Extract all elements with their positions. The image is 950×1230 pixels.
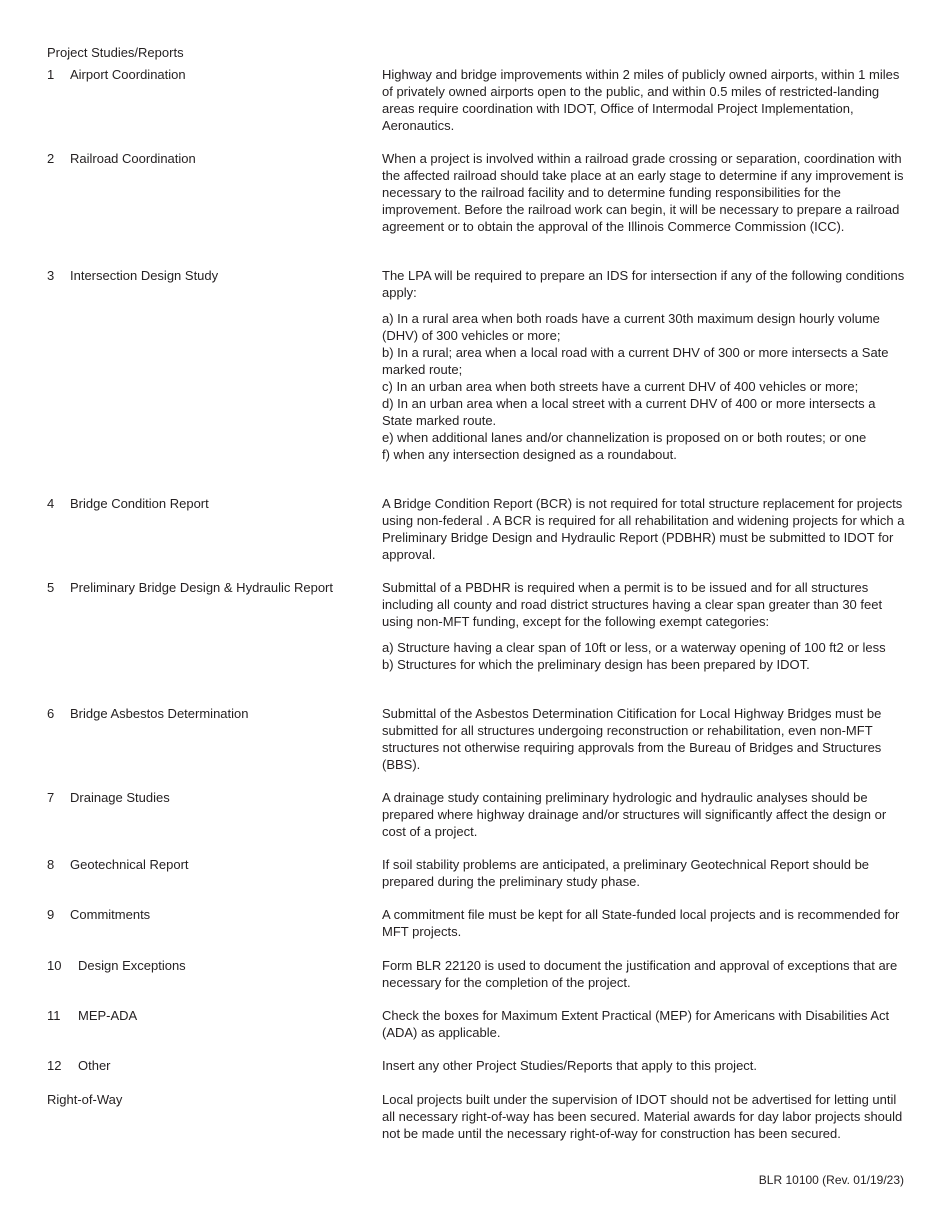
item-label: Bridge Condition Report xyxy=(70,496,209,511)
item-text: When a project is involved within a railroad grade crossing or separation, coordination with the affected railroad should take place at an early stage to determine if any improvement is necessary to the railroad facility and to determine funding responsibilities for the improvement. Before the railroad work can begin, it will be necessary to prepare a railroad agreement or to obtain the approval of the Illinois Commerce Commission (ICC). xyxy=(382,151,904,234)
item-text: A drainage study containing preliminary hydrologic and hydraulic analyses should be prepared where highway drainage and/or structures will significantly affect the design or cost of a project. xyxy=(382,790,887,839)
item-number: 4 xyxy=(47,496,55,511)
item-description xyxy=(382,1057,908,1074)
item-label: Airport Coordination xyxy=(70,67,186,82)
item-text: A commitment file must be kept for all State-funded local projects and is recommended for MFT projects. xyxy=(382,907,900,939)
item-text: Form BLR 22120 is used to document the justification and approval of exceptions that are necessary for the completion of the project. xyxy=(382,958,898,990)
item-text: A Bridge Condition Report (BCR) is not required for total structure replacement for projects using non-federal . A BCR is required for all rehabilitation and widening projects for which a Preliminary Bridge Design and Hydraulic Report (PDBHR) must be submitted to IDOT for approval. xyxy=(382,496,905,562)
right-of-way-description xyxy=(382,1091,908,1142)
condition-item: a) In a rural area when both roads have a current 30th maximum design hourly volume (DHV) of 300 vehicles or more; xyxy=(382,311,880,343)
item-text: The LPA will be required to prepare an IDS for intersection if any of the following conditions apply: xyxy=(382,268,905,300)
condition-list xyxy=(382,310,908,463)
item-number: 3 xyxy=(47,268,55,283)
item-label: MEP-ADA xyxy=(78,1008,138,1023)
item-number: 5 xyxy=(47,580,55,595)
item-description xyxy=(382,579,908,673)
item-description xyxy=(382,856,908,890)
item-label: Bridge Asbestos Determination xyxy=(70,706,249,721)
item-description xyxy=(382,705,908,773)
item-label: Drainage Studies xyxy=(70,790,170,805)
item-number: 9 xyxy=(47,907,55,922)
condition-item: b) In a rural; area when a local road with a current DHV of 300 or more intersects a Sate marked route; xyxy=(382,345,889,377)
condition-item: c) In an urban area when both streets have a current DHV of 400 vehicles or more; xyxy=(382,379,859,394)
item-number: 10 xyxy=(47,958,62,973)
item-description xyxy=(382,495,908,563)
item-text: Submittal of the Asbestos Determination Citification for Local Highway Bridges must be submitted for all structures undergoing reconstruction or rehabilitation, even non-MFT structures not otherwise requiring approvals from the Bureau of Bridges and Structures (BBS). xyxy=(382,706,882,772)
item-label: Geotechnical Report xyxy=(70,857,189,872)
exempt-category-list xyxy=(382,639,908,673)
item-number: 11 xyxy=(47,1008,61,1023)
item-description xyxy=(382,1007,908,1041)
item-text: Check the boxes for Maximum Extent Practical (MEP) for Americans with Disabilities Act (ADA) as applicable. xyxy=(382,1008,890,1040)
right-of-way-text: Local projects built under the supervision of IDOT should not be advertised for letting until all necessary right-of-way has been secured. Material awards for day labor projects should not be made until the necessary right-of-way for construction has been secured. xyxy=(382,1092,903,1141)
item-text: If soil stability problems are anticipated, a preliminary Geotechnical Report should be prepared during the preliminary study phase. xyxy=(382,857,870,889)
exempt-category-item: a) Structure having a clear span of 10ft or less, or a waterway opening of 100 ft2 or less xyxy=(382,640,886,655)
item-number: 8 xyxy=(47,857,55,872)
item-text: Submittal of a PBDHR is required when a permit is to be issued and for all structures including all county and road district structures having a clear span greater than 30 feet using non-MFT funding, except for the following exempt categories: xyxy=(382,580,883,629)
condition-item: e) when additional lanes and/or channelization is proposed on or both routes; or one xyxy=(382,430,867,445)
item-number: 1 xyxy=(47,67,55,82)
condition-item: d) In an urban area when a local street with a current DHV of 400 or more intersects a State marked route. xyxy=(382,396,876,428)
item-number: 7 xyxy=(47,790,55,805)
item-description xyxy=(382,789,908,840)
item-number: 2 xyxy=(47,151,55,166)
item-label: Preliminary Bridge Design & Hydraulic Report xyxy=(70,580,333,595)
item-description xyxy=(382,150,908,235)
item-number: 12 xyxy=(47,1058,62,1073)
item-label: Other xyxy=(78,1058,111,1073)
item-text: Insert any other Project Studies/Reports that apply to this project. xyxy=(382,1058,758,1073)
exempt-category-item: b) Structures for which the preliminary design has been prepared by IDOT. xyxy=(382,657,810,672)
item-label: Commitments xyxy=(70,907,151,922)
item-description xyxy=(382,906,908,940)
item-label: Intersection Design Study xyxy=(70,268,219,283)
condition-item: f) when any intersection designed as a roundabout. xyxy=(382,447,677,462)
item-label: Design Exceptions xyxy=(78,958,186,973)
item-label: Railroad Coordination xyxy=(70,151,196,166)
item-description xyxy=(382,66,908,134)
right-of-way-label: Right-of-Way xyxy=(47,1092,123,1107)
form-number-footer: BLR 10100 (Rev. 01/19/23) xyxy=(758,1173,904,1187)
item-text: Highway and bridge improvements within 2 miles of publicly owned airports, within 1 miles of privately owned airports open to the public, and within 0.5 miles of restricted-landing areas require coordination with IDOT, Office of Intermodal Project Implementation, Aeronautics. xyxy=(382,67,900,133)
item-number: 6 xyxy=(47,706,55,721)
item-description xyxy=(382,267,908,463)
item-description xyxy=(382,957,908,991)
section-title: Project Studies/Reports xyxy=(47,45,184,60)
